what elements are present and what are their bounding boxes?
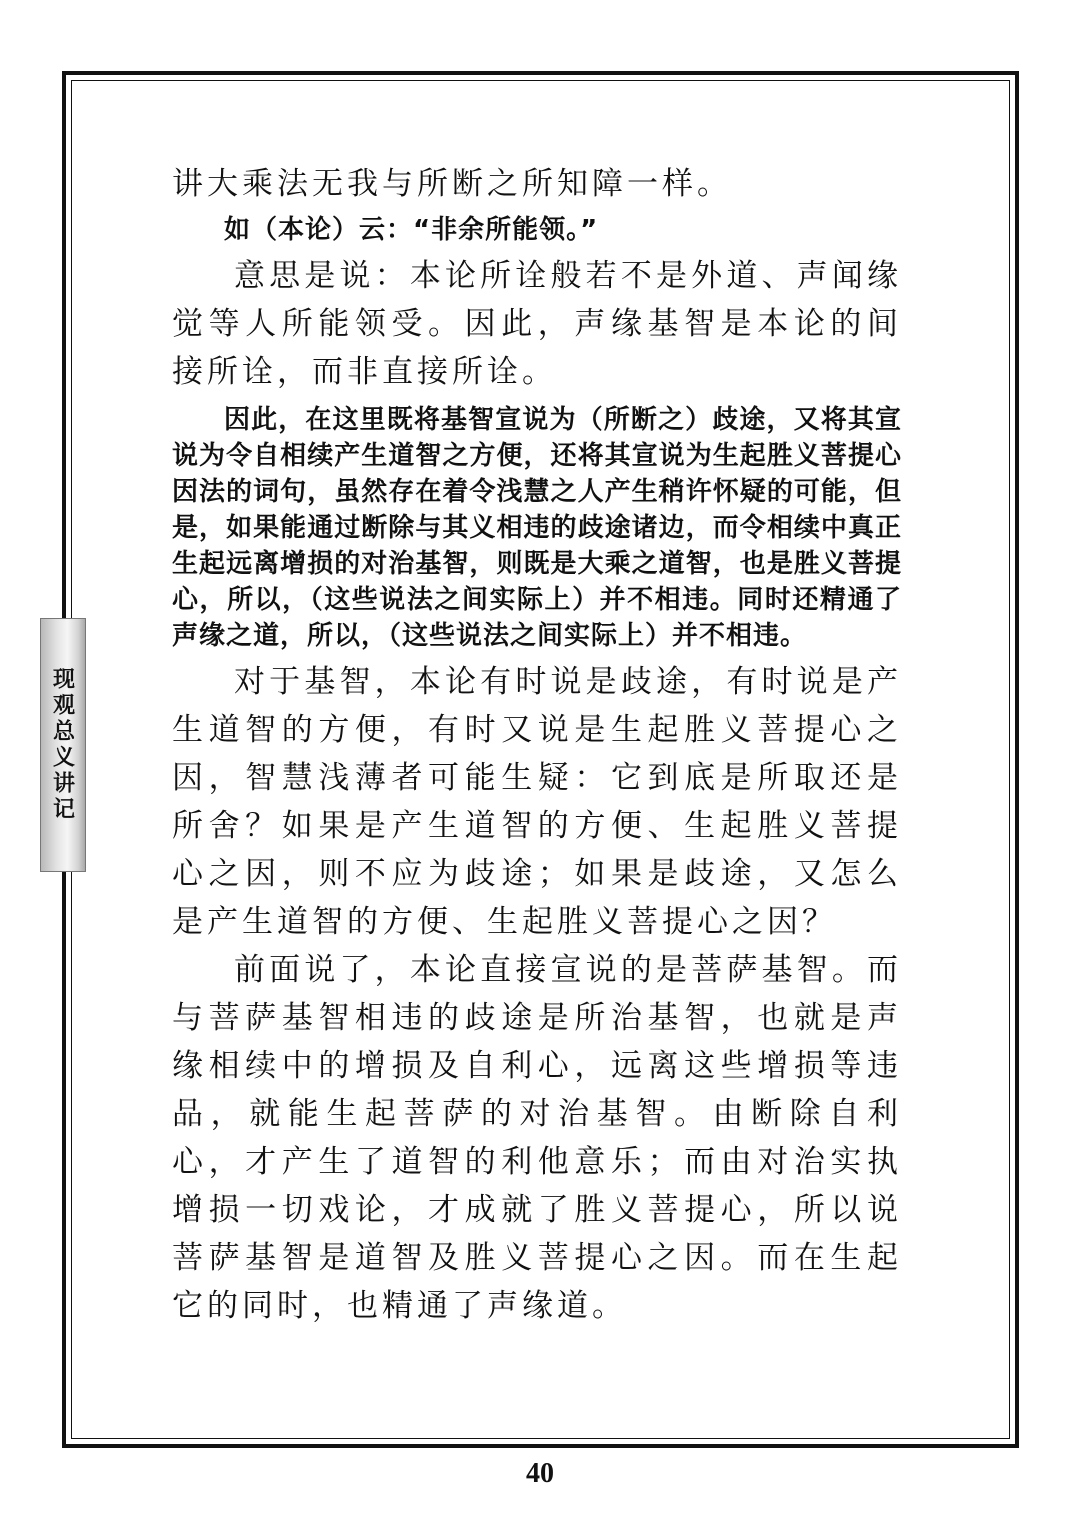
book-title: 现观总义讲记	[49, 667, 76, 823]
paragraph-meaning: 意思是说：本论所诠般若不是外道、声闻缘觉等人所能领受。因此，声缘基智是本论的间接所诠，而非直接所诠。	[172, 258, 902, 390]
commentary-paragraph: 因此，在这里既将基智宣说为（所断之）歧途，又将其宣说为令自相续产生道智之方便，还将其宣说为生起胜义菩提心因法的词句，虽然存在着令浅慧之人产生稍许怀疑的可能，但是，如果能通过断除与其义相违的歧途诸边，而令相续中真正生起远离增损的对治基智，则既是大乘之道智，也是胜义菩提心，所以，（这些说法之间实际上）并不相违。同时还精通了声缘之道，所以，（这些说法之间实际上）并不相违。	[172, 405, 902, 651]
page-number: 40	[526, 1458, 554, 1489]
explanation-paragraph-2: 前面说了，本论直接宣说的是菩萨基智。而与菩萨基智相违的歧途是所治基智，也就是声缘相续中的增损及自利心，远离这些增损等违品，就能生起菩萨的对治基智。由断除自利心，才产生了道智的利他意乐；而由对治实执增损一切戏论，才成就了胜义菩提心，所以说菩萨基智是道智及胜义菩提心之因。而在生起它的同时，也精通了声缘道。	[172, 952, 902, 1324]
paragraph-continuation: 讲大乘法无我与所断之所知障一样。	[172, 166, 732, 202]
explanation-paragraph-1: 对于基智，本论有时说是歧途，有时说是产生道智的方便，有时又说是生起胜义菩提心之因，智慧浅薄者可能生疑：它到底是所取还是所舍？如果是产生道智的方便、生起胜义菩提心之因，则不应为歧途；如果是歧途，又怎么是产生道智的方便、生起胜义菩提心之因？	[172, 664, 902, 940]
page-body	[172, 160, 902, 1330]
side-title-tab	[40, 618, 86, 872]
root-text-quote: 如（本论）云：“非余所能领。”	[224, 215, 599, 245]
